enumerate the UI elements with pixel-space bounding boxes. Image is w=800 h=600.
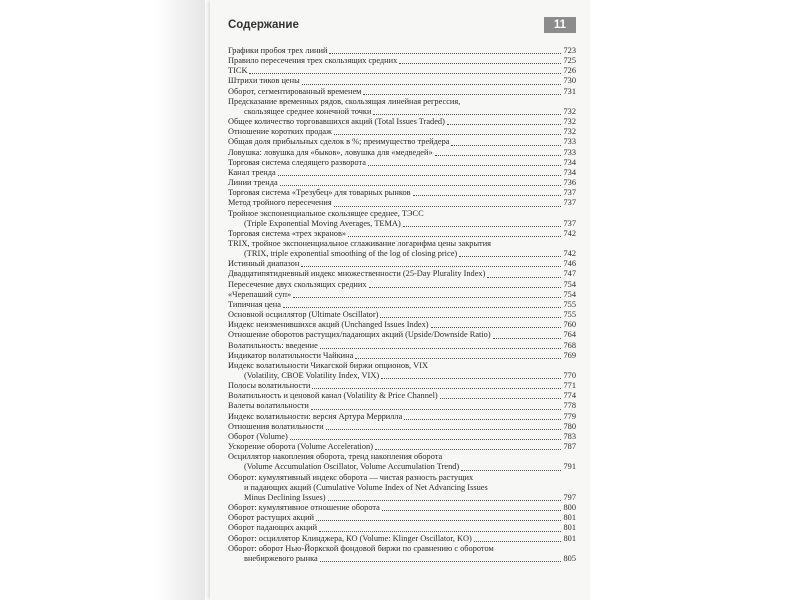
toc-entry-row bbox=[228, 117, 576, 127]
toc-entry-row bbox=[228, 76, 576, 86]
page-title: Содержание bbox=[228, 19, 299, 31]
toc-entry bbox=[228, 56, 576, 66]
background-left bbox=[0, 0, 205, 600]
toc-entry bbox=[228, 300, 576, 310]
toc-entry bbox=[228, 412, 576, 422]
toc-entry-text: Оборот падающих акций bbox=[228, 523, 318, 533]
toc-entry-text: Метод тройного пересечения bbox=[228, 198, 332, 208]
toc-entry bbox=[228, 341, 576, 351]
dot-leader bbox=[474, 540, 562, 542]
toc-entry-text: (Volume Accumulation Oscillator, Volume Accumulation Trend) bbox=[244, 462, 460, 472]
toc-entry-row bbox=[228, 137, 576, 147]
toc-entry-row bbox=[228, 462, 576, 472]
toc-entry bbox=[228, 310, 576, 320]
toc-page-number: 779 bbox=[563, 411, 576, 421]
dot-leader bbox=[283, 306, 562, 308]
toc-entry-text: Minus Declining Issues) bbox=[244, 492, 326, 502]
dot-leader bbox=[319, 530, 561, 532]
dot-leader bbox=[311, 408, 562, 410]
toc-entry bbox=[228, 442, 576, 452]
toc-entry-row bbox=[228, 341, 576, 351]
toc-entry bbox=[228, 381, 576, 391]
dot-leader bbox=[459, 255, 561, 257]
toc-entry-row bbox=[228, 534, 576, 544]
toc-page-number: 732 bbox=[563, 117, 576, 127]
toc-page-number: 737 bbox=[563, 198, 576, 208]
toc-entry bbox=[228, 513, 576, 523]
toc-entry bbox=[228, 87, 576, 97]
dot-leader bbox=[316, 519, 561, 521]
dot-leader bbox=[375, 448, 562, 450]
dot-leader bbox=[382, 509, 562, 511]
toc-entry bbox=[228, 432, 576, 442]
toc-entry bbox=[228, 534, 576, 544]
toc-entry-row bbox=[228, 422, 576, 432]
dot-leader bbox=[334, 133, 562, 135]
toc-entry-row bbox=[228, 371, 576, 381]
toc-entry-text: Волатильность: введение bbox=[228, 340, 318, 350]
toc-entry-row bbox=[228, 46, 576, 56]
toc-entry-row bbox=[228, 442, 576, 452]
toc-entry-row bbox=[228, 56, 576, 66]
toc-entry-row bbox=[228, 412, 576, 422]
toc-entry-row bbox=[228, 391, 576, 401]
toc-page-number: 747 bbox=[563, 269, 576, 279]
dot-leader bbox=[369, 286, 562, 288]
toc-entry bbox=[228, 97, 576, 117]
toc-page-number: 742 bbox=[563, 249, 576, 259]
toc-entry bbox=[228, 137, 576, 147]
toc-entry-text: Предсказание временных рядов, скользящая линейная регрессия, bbox=[228, 96, 461, 106]
toc-entry bbox=[228, 361, 576, 381]
dot-leader bbox=[380, 316, 561, 318]
toc-entry-text: TRIX, тройное экспоненциальное сглаживание логарифма цены закрытия bbox=[228, 238, 492, 248]
toc-entry-row bbox=[228, 148, 576, 158]
dot-leader bbox=[381, 377, 561, 379]
toc-entry-row bbox=[228, 168, 576, 178]
toc-entry bbox=[228, 239, 576, 259]
toc-entry-text: Торговая система «Трезубец» для товарных рынков bbox=[228, 188, 411, 198]
toc-page-number: 755 bbox=[563, 310, 576, 320]
toc-entry bbox=[228, 127, 576, 137]
toc-entry bbox=[228, 280, 576, 290]
toc-page-number: 734 bbox=[563, 167, 576, 177]
toc-entry-text: Индекс волатильности Чикагской биржи опционов, VIX bbox=[228, 360, 429, 370]
toc-entry-text: Основной осциллятор (Ultimate Oscillator) bbox=[228, 310, 379, 320]
toc-entry-text: Оборот: оборот Нью-Йоркской фондовой биржи по сравнению с оборотом bbox=[228, 543, 494, 553]
toc-entry-text: Графики пробоя трех линий bbox=[228, 46, 328, 55]
toc-page-number: 771 bbox=[563, 381, 576, 391]
toc-entry bbox=[228, 473, 576, 503]
toc-page-number: 734 bbox=[563, 157, 576, 167]
toc-entry-row bbox=[228, 87, 576, 97]
page-header bbox=[228, 14, 576, 36]
dot-leader bbox=[399, 62, 561, 64]
toc-page-number: 733 bbox=[563, 147, 576, 157]
dot-leader bbox=[320, 347, 562, 349]
dot-leader bbox=[403, 225, 562, 227]
toc-page-number: 737 bbox=[563, 218, 576, 228]
dot-leader bbox=[302, 83, 562, 85]
toc-entry-text: Пересечение двух скользящих средних bbox=[228, 279, 367, 289]
toc-page-number: 805 bbox=[563, 553, 576, 563]
toc-entry-text: Волатильность и ценовой канал (Volatility & Price Channel) bbox=[228, 391, 438, 401]
toc-entry-row bbox=[228, 503, 576, 513]
dot-leader bbox=[328, 499, 562, 501]
toc-page-number: 800 bbox=[563, 503, 576, 513]
toc-entry-row bbox=[228, 198, 576, 208]
toc-entry-text: «Черепаший суп» bbox=[228, 289, 292, 299]
toc-page-number: 754 bbox=[563, 289, 576, 299]
toc-entry-text: Торговая система следящего разворота bbox=[228, 157, 366, 167]
toc-entry-text: Оборот (Volume) bbox=[228, 431, 288, 441]
toc-page-number: 797 bbox=[563, 492, 576, 502]
toc-page-number: 742 bbox=[563, 228, 576, 238]
toc-entry-text: Оборот растущих акций bbox=[228, 513, 314, 523]
toc-entry bbox=[228, 209, 576, 229]
dot-leader bbox=[373, 113, 561, 115]
dot-leader bbox=[326, 428, 562, 430]
toc-entry bbox=[228, 188, 576, 198]
toc-entry bbox=[228, 503, 576, 513]
toc-page-number: 726 bbox=[563, 66, 576, 76]
toc-page-number: 746 bbox=[563, 259, 576, 269]
toc-page-number: 801 bbox=[563, 533, 576, 543]
toc-entry-text: (Triple Exponential Moving Averages, TEMA) bbox=[244, 218, 401, 228]
toc-entry-text: Оборот, сегментированный временем bbox=[228, 86, 362, 96]
toc-entry bbox=[228, 168, 576, 178]
dot-leader bbox=[280, 184, 562, 186]
toc-entry-text: Двадцатипятидневный индекс множественности (25-Day Plurality Index) bbox=[228, 269, 486, 279]
dot-leader bbox=[447, 123, 562, 125]
toc-entry-text: TICK bbox=[228, 66, 248, 76]
toc-entry-row bbox=[228, 320, 576, 330]
toc-entry bbox=[228, 198, 576, 208]
toc-page-number: 754 bbox=[563, 279, 576, 289]
toc-entry-text: Отношение коротких продаж bbox=[228, 127, 332, 137]
dot-leader bbox=[348, 235, 561, 237]
toc-entry bbox=[228, 401, 576, 411]
toc-entry-text: скользящее среднее конечной точки bbox=[244, 106, 372, 116]
toc-page-number: 755 bbox=[563, 299, 576, 309]
toc-entry-row bbox=[228, 523, 576, 533]
toc-entry-text: Общая доля прибыльных сделок в %; преимущество трейдера bbox=[228, 137, 450, 147]
toc-entry-row bbox=[228, 330, 576, 340]
toc-entry-text: Типичная цена bbox=[228, 299, 281, 309]
toc-page-number: 801 bbox=[563, 513, 576, 523]
toc-entry-row bbox=[228, 401, 576, 411]
toc-page-number: 737 bbox=[563, 188, 576, 198]
toc-entry-row bbox=[228, 259, 576, 269]
toc-entry bbox=[228, 148, 576, 158]
toc-entry-text: Ускорение оборота (Volume Acceleration) bbox=[228, 442, 373, 452]
toc-entry-text: Индикатор волатильности Чайкина bbox=[228, 350, 354, 360]
toc-entry-row bbox=[228, 219, 576, 229]
toc-entry-text: и падающих акций (Cumulative Volume Index of Net Advancing Issues bbox=[244, 482, 488, 492]
toc-page-number: 730 bbox=[563, 76, 576, 86]
dot-leader bbox=[301, 265, 561, 267]
toc-entry-text: Правило пересечения трех скользящих средних bbox=[228, 56, 398, 66]
dot-leader bbox=[451, 144, 561, 146]
toc-page-number: 723 bbox=[563, 46, 576, 55]
toc-page-number: 768 bbox=[563, 340, 576, 350]
toc-entry bbox=[228, 259, 576, 269]
toc-entry bbox=[228, 391, 576, 401]
toc-entry-row bbox=[228, 300, 576, 310]
toc-entry-text: внебиржевого рынка bbox=[244, 553, 318, 563]
toc-entry-text: Канал тренда bbox=[228, 167, 276, 177]
toc-page-number: 770 bbox=[563, 371, 576, 380]
toc-entry-row bbox=[228, 554, 576, 564]
toc-page-number: 732 bbox=[563, 127, 576, 137]
dot-leader bbox=[363, 93, 561, 95]
toc-entry-text: Индекс неизменившихся акций (Unchanged Issues Index) bbox=[228, 320, 429, 330]
toc-entry bbox=[228, 330, 576, 340]
toc-entry-row bbox=[228, 178, 576, 188]
toc-entry-row bbox=[228, 188, 576, 198]
toc-entry-text: Оборот: осциллятор Клинджера, КО (Volume: Klinger Oscillator, KO) bbox=[228, 533, 472, 543]
toc-page-number: 760 bbox=[563, 320, 576, 330]
toc-entry-row bbox=[228, 127, 576, 137]
toc-entry-text: (Volatility, CBOE Volatility Index, VIX) bbox=[244, 371, 380, 380]
toc-entry-text: Истинный диапазон bbox=[228, 259, 300, 269]
toc-entry-text: Торговая система «трех экранов» bbox=[228, 228, 347, 238]
toc-entry-text: Тройное экспоненциальное скользящее среднее, ТЭСС bbox=[228, 208, 424, 218]
dot-leader bbox=[431, 326, 562, 328]
dot-leader bbox=[487, 276, 561, 278]
toc-entry-row bbox=[228, 66, 576, 76]
toc-entry bbox=[228, 422, 576, 432]
toc-entry bbox=[228, 66, 576, 76]
toc-page-number: 731 bbox=[563, 86, 576, 96]
toc-page-number: 732 bbox=[563, 106, 576, 116]
toc-entry-row bbox=[228, 493, 576, 503]
toc-entry bbox=[228, 117, 576, 127]
toc-page-number: 778 bbox=[563, 401, 576, 411]
toc-entry-text: Осциллятор накопления оборота, тренд накопления оборота bbox=[228, 452, 443, 462]
toc-page-number: 774 bbox=[563, 391, 576, 401]
toc-page-number: 783 bbox=[563, 431, 576, 441]
dot-leader bbox=[440, 397, 562, 399]
toc-page-number: 764 bbox=[563, 330, 576, 340]
toc-entry-text: Оборот: кумулятивное отношение оборота bbox=[228, 503, 380, 513]
toc-entry bbox=[228, 452, 576, 472]
toc-entry-text: Индекс волатильности: версия Артура Меррилла bbox=[228, 411, 403, 421]
toc-page-number: 736 bbox=[563, 178, 576, 188]
toc-entry bbox=[228, 290, 576, 300]
dot-leader bbox=[404, 418, 561, 420]
toc-entry bbox=[228, 269, 576, 279]
toc-page-number: 780 bbox=[563, 421, 576, 431]
dot-leader bbox=[249, 72, 561, 74]
toc-entry-text: Полосы волатильности bbox=[228, 381, 311, 391]
background-right bbox=[590, 0, 800, 600]
table-of-contents bbox=[228, 46, 576, 564]
toc-entry bbox=[228, 544, 576, 564]
toc-entry-row bbox=[228, 158, 576, 168]
toc-entry-text: Отношения волатильности bbox=[228, 421, 324, 431]
dot-leader bbox=[320, 560, 562, 562]
toc-entry bbox=[228, 158, 576, 168]
toc-entry-text: Ловушка: ловушка для «быков», ловушка для «медведей» bbox=[228, 147, 433, 157]
dot-leader bbox=[329, 52, 561, 54]
dot-leader bbox=[290, 438, 562, 440]
toc-entry-text: Штрихи тиков цены bbox=[228, 76, 300, 86]
toc-entry-row bbox=[228, 269, 576, 279]
toc-entry-text: Линии тренда bbox=[228, 178, 278, 188]
toc-entry bbox=[228, 76, 576, 86]
toc-entry-row bbox=[228, 432, 576, 442]
toc-entry-row bbox=[228, 351, 576, 361]
toc-entry-text: (TRIX, triple exponential smoothing of the log of closing price) bbox=[244, 249, 458, 259]
dot-leader bbox=[312, 387, 561, 389]
dot-leader bbox=[293, 296, 561, 298]
toc-entry bbox=[228, 320, 576, 330]
dot-leader bbox=[413, 194, 562, 196]
toc-entry-row bbox=[228, 229, 576, 239]
dot-leader bbox=[461, 469, 561, 471]
dot-leader bbox=[355, 357, 561, 359]
toc-entry-row bbox=[228, 310, 576, 320]
toc-page-number: 769 bbox=[563, 350, 576, 360]
dot-leader bbox=[435, 154, 562, 156]
toc-page-number: 787 bbox=[563, 442, 576, 452]
toc-entry-text: Валеты волатильности bbox=[228, 401, 309, 411]
toc-entry-text: Оборот: кумулятивный индекс оборота — чистая разность растущих bbox=[228, 472, 474, 482]
toc-entry bbox=[228, 523, 576, 533]
dot-leader bbox=[334, 205, 562, 207]
toc-entry-row bbox=[228, 249, 576, 259]
toc-page-number: 791 bbox=[563, 462, 576, 472]
toc-entry-row bbox=[228, 107, 576, 117]
toc-page-number: 725 bbox=[563, 56, 576, 66]
toc-entry-row bbox=[228, 513, 576, 523]
toc-entry-text: Отношение оборотов растущих/падающих акций (Upside/Downside Ratio) bbox=[228, 330, 491, 340]
dot-leader bbox=[493, 337, 562, 339]
toc-entry bbox=[228, 46, 576, 56]
toc-page-number: 733 bbox=[563, 137, 576, 147]
toc-entry-row bbox=[228, 290, 576, 300]
toc-entry-row bbox=[228, 381, 576, 391]
toc-entry-row bbox=[228, 280, 576, 290]
toc-entry-text: Общее количество торговавшихся акций (Total Issues Traded) bbox=[228, 117, 445, 127]
page-number-badge: 11 bbox=[544, 17, 576, 33]
toc-entry bbox=[228, 351, 576, 361]
dot-leader bbox=[368, 164, 562, 166]
dot-leader bbox=[278, 174, 562, 176]
toc-page-number: 801 bbox=[563, 523, 576, 533]
toc-entry bbox=[228, 229, 576, 239]
toc-entry bbox=[228, 178, 576, 188]
book-page bbox=[210, 0, 590, 600]
